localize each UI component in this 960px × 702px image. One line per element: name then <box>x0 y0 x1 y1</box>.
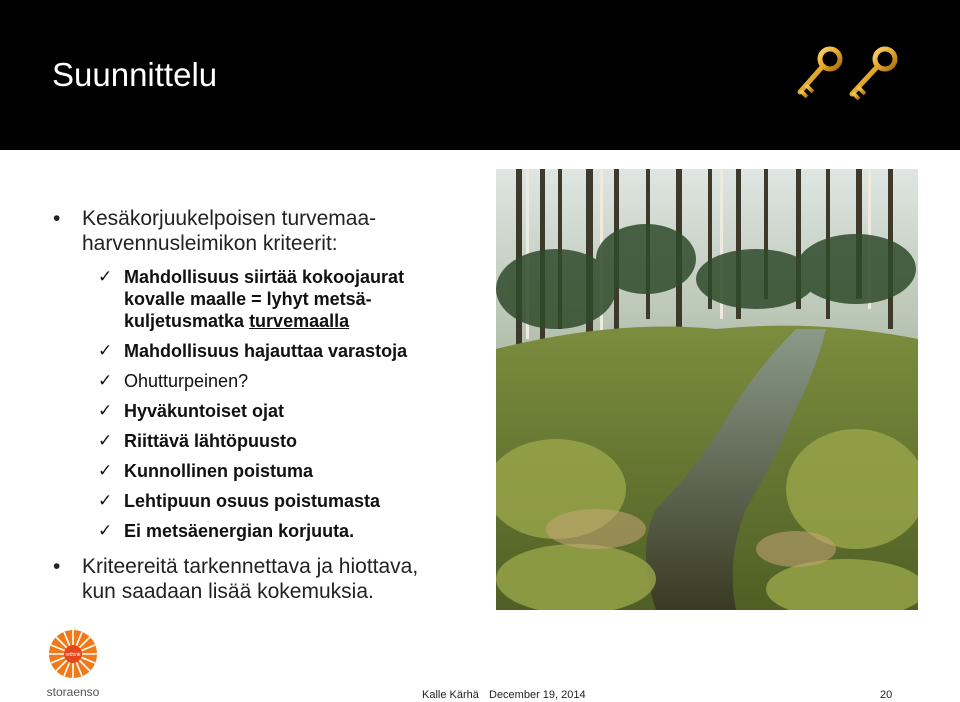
footer-date: December 19, 2014 <box>489 689 586 701</box>
list-item-text: kovalle maalle = lyhyt metsä- <box>124 289 372 309</box>
footer-author: Kalle Kärhä <box>422 689 479 701</box>
checkmark-icon: ✓ <box>98 491 113 510</box>
list-item <box>50 400 480 422</box>
bullet-dot-icon: • <box>53 555 61 578</box>
checkmark-icon: ✓ <box>98 371 113 390</box>
list-item-text: Lehtipuun osuus poistumasta <box>124 491 381 511</box>
bullet-refine <box>50 554 480 604</box>
underlined-text: turvemaalla <box>249 311 350 331</box>
list-item-text: Riittävä lähtöpuusto <box>124 431 298 451</box>
slide-body <box>50 206 480 604</box>
list-item-text: Kunnollinen poistuma <box>124 461 313 481</box>
list-item-text <box>124 310 480 332</box>
list-item <box>50 520 480 542</box>
checkmark-icon: ✓ <box>98 431 113 450</box>
page-number: 20 <box>880 689 893 701</box>
list-item <box>50 490 480 512</box>
list-item-text: Hyväkuntoiset ojat <box>124 401 285 421</box>
slide-header <box>0 0 960 150</box>
list-item <box>50 370 480 392</box>
list-item-text: Ei metsäenergian korjuuta. <box>124 521 355 541</box>
checkmark-icon: ✓ <box>98 341 113 360</box>
bullet-text-line2: harvennusleimikon kriteerit: <box>82 232 338 255</box>
forest-ditch-photo <box>496 169 918 610</box>
list-item <box>50 266 480 332</box>
slide-title: Suunnittelu <box>52 56 218 93</box>
bullet-dot-icon: • <box>53 207 61 230</box>
logo-badge-text: rethink <box>65 652 81 658</box>
checkmark-icon: ✓ <box>98 461 113 480</box>
checkmark-icon: ✓ <box>98 401 113 420</box>
list-item-text: Mahdollisuus hajauttaa varastoja <box>124 341 408 361</box>
criteria-checklist <box>50 266 480 542</box>
list-item <box>50 340 480 362</box>
bullet-criteria <box>50 206 480 256</box>
list-item <box>50 460 480 482</box>
keys-icon <box>790 44 910 104</box>
checkmark-icon: ✓ <box>98 267 113 286</box>
logo-wordmark: storaenso <box>46 685 100 699</box>
checkmark-icon: ✓ <box>98 521 113 540</box>
bullet-text-line2: kun saadaan lisää kokemuksia. <box>82 580 374 603</box>
list-item-text-part: kuljetusmatka <box>124 311 250 331</box>
storaenso-logo <box>38 622 108 702</box>
bullet-text-line1: Kriteereitä tarkennettava ja hiottava, <box>82 555 419 578</box>
list-item-text: Mahdollisuus siirtää kokoojaurat <box>124 267 405 287</box>
list-item <box>50 430 480 452</box>
bullet-text-line1: Kesäkorjuukelpoisen turvemaa- <box>82 207 377 230</box>
list-item-text: Ohutturpeinen? <box>124 371 249 391</box>
